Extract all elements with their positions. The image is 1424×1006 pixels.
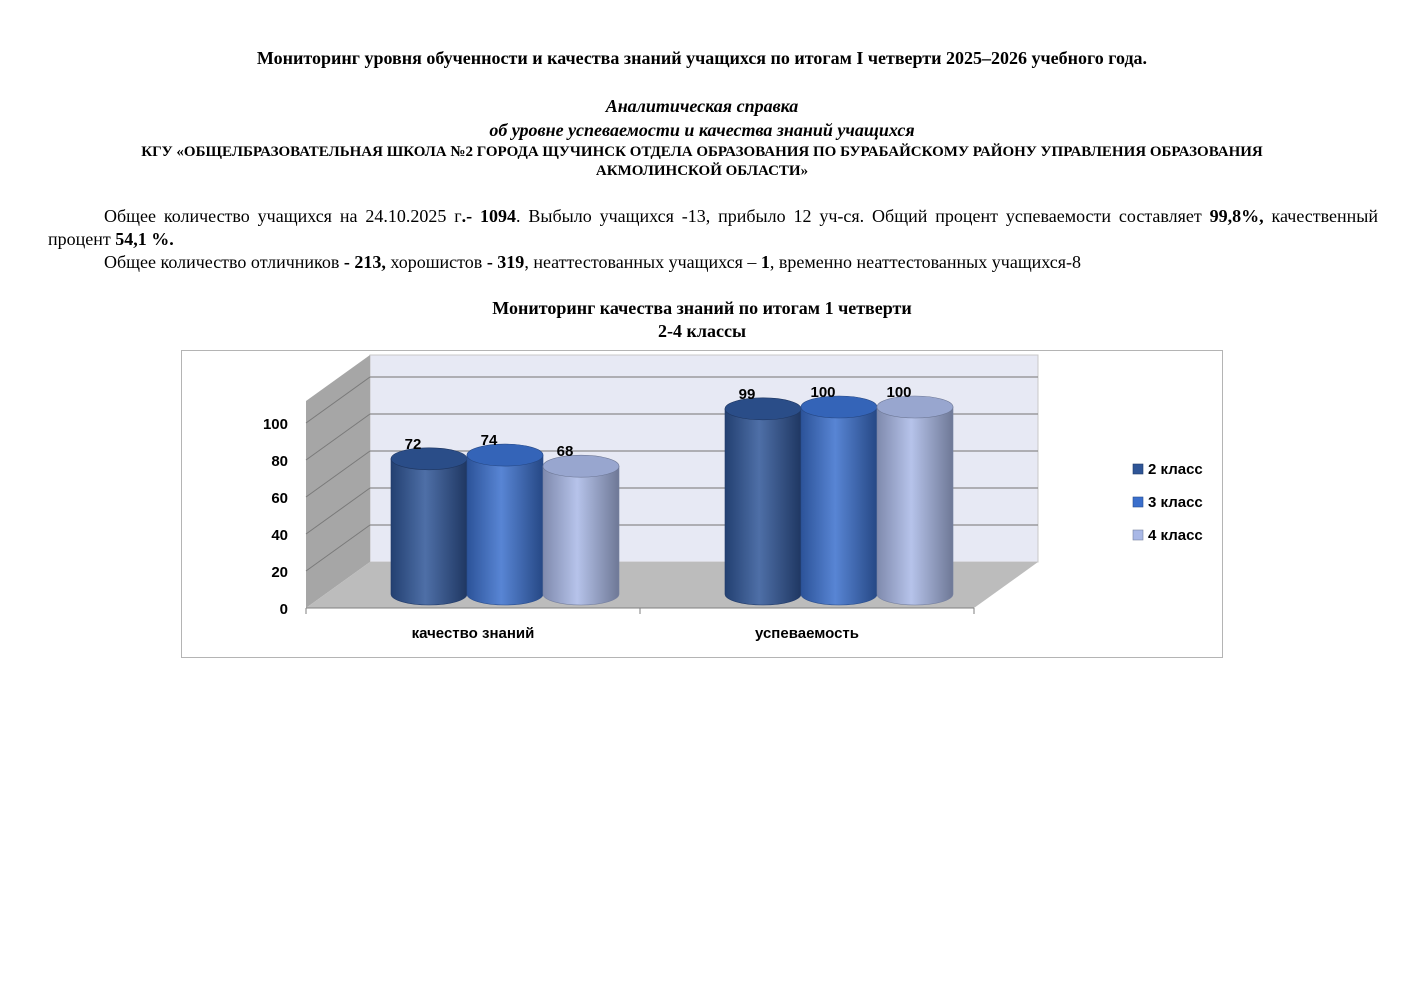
bar-0-1 — [467, 444, 543, 605]
bar-0-2 — [543, 455, 619, 605]
data-label: 100 — [810, 384, 836, 401]
y-tick-label: 80 — [271, 453, 288, 470]
bar-top — [543, 455, 619, 477]
bar-chart — [182, 351, 1222, 657]
legend-label: 4 класс — [1148, 527, 1203, 544]
total-students: .- 1094 — [461, 206, 516, 226]
bar-0-0 — [391, 448, 467, 605]
p1-text-c: . Выбыло учащихся -13, прибыло 12 уч-ся. Общий процент успеваемости составляет — [515, 206, 1210, 226]
legend-label: 2 класс — [1148, 461, 1203, 478]
chart-subtitle: 2-4 классы — [658, 321, 746, 341]
organization-name — [40, 143, 1364, 181]
p1-text-e: качественный процент — [48, 206, 1378, 249]
legend-label: 3 класс — [1148, 494, 1203, 511]
legend-swatch — [1133, 464, 1143, 474]
unattested-count: 1 — [760, 252, 770, 272]
y-tick-label: 40 — [271, 527, 288, 544]
bar-1-1 — [801, 396, 877, 605]
bar-body — [467, 455, 543, 605]
bar-body — [877, 407, 953, 605]
summary-paragraph-1 — [48, 205, 1378, 251]
good-count: - 319 — [486, 252, 525, 272]
p2-text-e: , неаттестованных учащихся – — [524, 252, 761, 272]
progress-percent: 99,8%, — [1209, 206, 1264, 226]
data-label: 74 — [480, 432, 498, 450]
y-tick-label: 0 — [279, 601, 288, 618]
bar-top — [391, 448, 467, 470]
bar-1-0 — [725, 398, 801, 605]
p2-text-a: Общее количество отличников — [104, 252, 344, 272]
p1-text-a: Общее количество учащихся на 24.10.2025 г — [104, 206, 462, 226]
data-label: 100 — [886, 384, 912, 401]
data-label: 99 — [738, 385, 756, 403]
bar-body — [543, 466, 619, 605]
organization-line-1: КГУ «ОБЩЕЛБРАЗОВАТЕЛЬНАЯ ШКОЛА №2 ГОРОДА ЩУЧИНСК ОТДЕЛА ОБРАЗОВАНИЯ ПО БУРАБАЙСКОМУ РАЙОНУ УПРАВЛЕНИЯ ОБРАЗОВАНИЯ — [141, 144, 1263, 160]
p2-text-g: , временно неаттестованных учащихся-8 — [769, 252, 1082, 272]
legend-swatch — [1133, 530, 1143, 540]
document-title: Мониторинг уровня обученности и качества знаний учащихся по итогам I четверти 2025–2026 учебного года. — [256, 48, 1148, 68]
x-category-label: качество знаний — [411, 625, 535, 642]
bar-top — [467, 444, 543, 466]
excellent-count: - 213, — [343, 252, 386, 272]
bar-body — [725, 409, 801, 605]
quality-percent: 54,1 %. — [115, 229, 174, 249]
report-subtitle-2: об уровне успеваемости и качества знаний учащихся — [489, 120, 915, 140]
data-label: 68 — [556, 443, 574, 461]
legend-swatch — [1133, 497, 1143, 507]
x-category-label: успеваемость — [755, 625, 859, 642]
report-subtitle: Аналитическая справка — [605, 96, 799, 116]
bar-top — [725, 398, 801, 420]
organization-line-2: АКМОЛИНСКОЙ ОБЛАСТИ» — [595, 163, 809, 179]
y-tick-label: 60 — [271, 490, 288, 507]
y-tick-label: 20 — [271, 564, 288, 581]
data-label: 72 — [404, 435, 422, 453]
bar-1-2 — [877, 396, 953, 605]
summary-paragraph-2 — [48, 251, 1378, 274]
bar-body — [391, 459, 467, 605]
chart-area — [181, 350, 1223, 658]
chart-title: Мониторинг качества знаний по итогам 1 четверти — [492, 298, 912, 318]
p2-text-c: хорошистов — [385, 252, 487, 272]
y-tick-label: 100 — [262, 416, 288, 433]
bar-body — [801, 407, 877, 605]
